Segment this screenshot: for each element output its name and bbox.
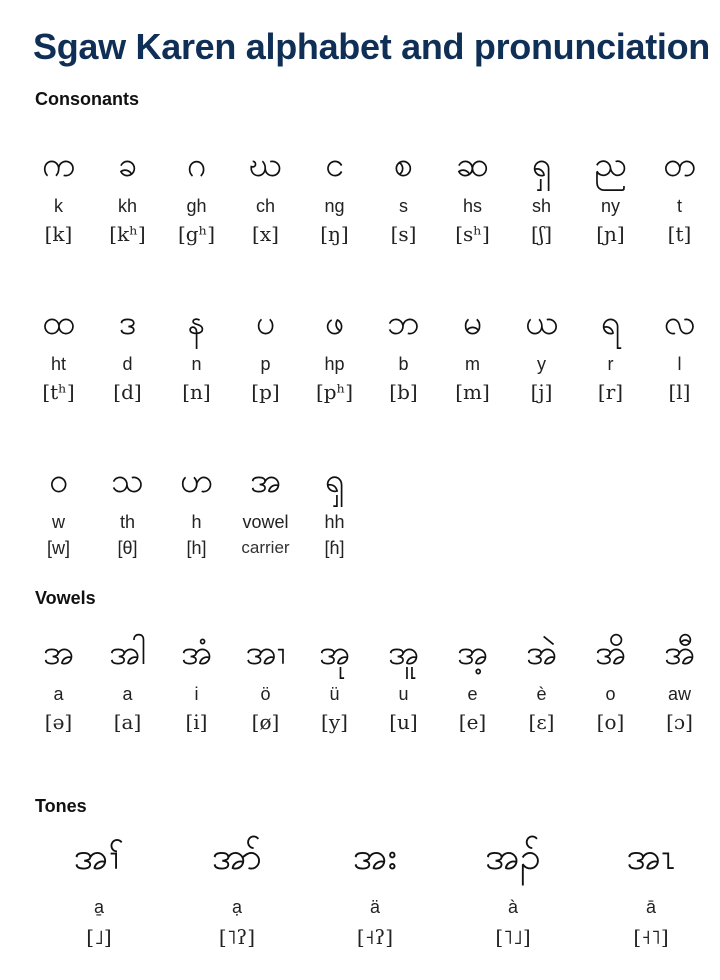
letter-glyph: ထ <box>42 303 75 343</box>
letter-glyph: အ့ <box>456 633 489 673</box>
letter-ipa: [ɲ] <box>596 222 625 246</box>
letter-glyph: အု <box>318 633 351 673</box>
letter-cell <box>369 124 438 256</box>
letter-romanization: th <box>119 512 135 532</box>
letter-cell <box>438 124 507 256</box>
letter-ipa: [m] <box>455 380 490 404</box>
letter-glyph: အံ <box>180 633 213 673</box>
letter-romanization: a <box>122 684 133 704</box>
letter-cell <box>645 124 714 256</box>
letter-ipa: [d] <box>113 380 142 404</box>
consonants-row-2 <box>24 282 714 414</box>
letter-glyph: အါ <box>108 633 147 673</box>
letter-romanization: gh <box>186 196 207 216</box>
tone-romanization: ā <box>645 897 656 917</box>
letter-glyph: အ <box>249 461 282 501</box>
letter-cell <box>369 612 438 744</box>
letter-glyph: ဆ <box>456 145 489 185</box>
letter-romanization: b <box>398 354 409 374</box>
letter-ipa: [ø] <box>251 710 280 734</box>
letter-cell <box>24 612 93 744</box>
letter-cell <box>231 440 300 572</box>
letter-cell <box>576 612 645 744</box>
letter-ipa: [l] <box>668 380 691 404</box>
page-title: Sgaw Karen alphabet and pronunciation <box>33 26 710 67</box>
letter-ipa: [u] <box>389 710 418 734</box>
letter-ipa: [w] <box>46 538 70 558</box>
consonants-row-1 <box>24 124 714 256</box>
letter-glyph: ခ <box>117 145 138 185</box>
tone-romanization: ä <box>369 897 380 917</box>
letter-glyph: ၡ <box>324 461 345 501</box>
letter-glyph: လ <box>663 303 696 343</box>
letter-ipa: [e] <box>458 710 487 734</box>
letter-romanization: s <box>399 196 408 216</box>
letter-glyph: အၢ <box>245 633 286 673</box>
letter-romanization: ö <box>260 684 271 704</box>
letter-ipa: [k] <box>44 222 73 246</box>
letter-glyph: ဟ <box>179 461 214 501</box>
letter-romanization: u <box>398 684 409 704</box>
tone-glyph: အၣ် <box>485 834 541 878</box>
letter-cell <box>162 440 231 572</box>
letter-ipa: [θ] <box>117 538 138 558</box>
letter-cell <box>93 124 162 256</box>
letter-cell <box>24 282 93 414</box>
letter-glyph: အ <box>42 633 75 673</box>
letter-cell <box>231 124 300 256</box>
letter-cell <box>24 124 93 256</box>
letter-romanization: w <box>52 512 65 532</box>
letter-glyph: ဂ <box>186 145 207 185</box>
letter-glyph: က <box>41 145 76 185</box>
letter-glyph: အိ <box>594 633 627 673</box>
letter-cell <box>438 282 507 414</box>
letter-romanization: aw <box>667 684 691 704</box>
letter-cell <box>576 124 645 256</box>
tone-glyph: အၢ် <box>73 834 125 878</box>
letter-ipa: [b] <box>389 380 418 404</box>
letter-romanization: sh <box>531 196 551 216</box>
letter-romanization: p <box>260 354 271 374</box>
letter-glyph: အဲ <box>525 633 558 673</box>
letter-romanization: ng <box>324 196 345 216</box>
letter-glyph: အူ <box>387 633 420 673</box>
letter-cell <box>300 440 369 572</box>
letter-romanization: hs <box>462 196 482 216</box>
letter-ipa: carrier <box>241 538 290 557</box>
letter-cell <box>300 124 369 256</box>
tone-cell <box>306 815 444 965</box>
letter-glyph: ဝ <box>48 461 69 501</box>
letter-cell <box>162 124 231 256</box>
letter-romanization: k <box>54 196 63 216</box>
tones-heading: Tones <box>35 796 87 816</box>
tones-row <box>30 815 720 965</box>
letter-cell <box>507 124 576 256</box>
letter-glyph: ဃ <box>248 145 283 185</box>
tone-ipa: [˧˥] <box>633 925 669 949</box>
letter-ipa: [i] <box>185 710 208 734</box>
letter-glyph: ရှ <box>531 145 552 185</box>
letter-ipa: [ə] <box>44 710 73 734</box>
letter-romanization: l <box>677 354 682 374</box>
letter-romanization: e <box>467 684 478 704</box>
letter-glyph: ဖ <box>324 303 345 343</box>
letter-glyph: အီ <box>663 633 696 673</box>
letter-glyph: င <box>325 145 344 185</box>
letter-cell <box>576 282 645 414</box>
letter-glyph: တ <box>662 145 697 185</box>
letter-glyph: ရ <box>600 303 621 343</box>
letter-ipa: [ʃ] <box>530 222 553 246</box>
letter-cell <box>162 282 231 414</box>
letter-cell <box>300 282 369 414</box>
letter-cell <box>162 612 231 744</box>
letter-ipa: [j] <box>530 380 553 404</box>
tone-ipa: [˥ʔ] <box>218 925 256 949</box>
letter-ipa: [ɔ] <box>666 710 693 734</box>
letter-romanization: h <box>191 512 202 532</box>
letter-glyph: ဒ <box>118 303 137 343</box>
letter-glyph: ယ <box>524 303 558 343</box>
vowels-heading: Vowels <box>35 588 96 608</box>
letter-ipa: [t] <box>667 222 692 246</box>
letter-romanization: è <box>536 684 547 704</box>
letter-romanization: hp <box>324 354 345 374</box>
letter-cell <box>231 282 300 414</box>
letter-glyph: ည <box>594 145 627 185</box>
tone-cell <box>168 815 306 965</box>
letter-cell <box>507 612 576 744</box>
letter-cell <box>93 282 162 414</box>
letter-cell <box>369 282 438 414</box>
tone-cell <box>30 815 168 965</box>
letter-romanization: ch <box>255 196 275 216</box>
tone-glyph: အာ် <box>211 834 263 878</box>
letter-romanization: r <box>607 354 614 374</box>
tone-romanization: ạ <box>231 897 242 917</box>
letter-romanization: n <box>191 354 202 374</box>
tone-ipa: [˥˩] <box>495 925 531 949</box>
letter-ipa: [h] <box>186 538 207 558</box>
vowels-row <box>24 612 714 744</box>
letter-romanization: ü <box>329 684 340 704</box>
letter-ipa: [ɛ] <box>528 710 555 734</box>
letter-romanization: ny <box>600 196 620 216</box>
letter-romanization: ht <box>50 354 66 374</box>
letter-romanization: kh <box>117 196 137 216</box>
letter-ipa: [ɦ] <box>324 538 345 558</box>
letter-glyph: မ <box>462 303 483 343</box>
tone-romanization: a̱ <box>93 897 104 917</box>
letter-cell <box>438 612 507 744</box>
letter-cell <box>93 612 162 744</box>
letter-ipa: [y] <box>321 710 348 734</box>
letter-romanization: hh <box>324 512 345 532</box>
letter-romanization: y <box>537 354 546 374</box>
letter-ipa: [p] <box>251 380 280 404</box>
letter-cell <box>93 440 162 572</box>
letter-romanization: i <box>194 684 199 704</box>
consonants-row-3 <box>24 440 714 572</box>
letter-ipa: [ŋ] <box>320 222 349 246</box>
letter-ipa: [gʰ] <box>177 222 216 246</box>
tone-cell <box>582 815 720 965</box>
letter-cell <box>24 440 93 572</box>
letter-ipa: [n] <box>182 380 211 404</box>
letter-ipa: [kʰ] <box>109 222 146 246</box>
letter-romanization: d <box>122 354 133 374</box>
letter-romanization: t <box>676 196 682 216</box>
letter-romanization: vowel <box>242 512 289 532</box>
letter-ipa: [x] <box>252 222 279 246</box>
letter-ipa: [tʰ] <box>42 380 75 404</box>
letter-glyph: န <box>187 303 206 343</box>
letter-romanization: m <box>465 354 480 374</box>
letter-romanization: a <box>53 684 64 704</box>
letter-glyph: သ <box>111 461 144 501</box>
letter-ipa: [pʰ] <box>315 380 354 404</box>
letter-ipa: [r] <box>597 380 624 404</box>
letter-glyph: စ <box>393 145 414 185</box>
letter-ipa: [s] <box>390 222 417 246</box>
letter-ipa: [o] <box>596 710 625 734</box>
consonants-heading: Consonants <box>35 89 140 109</box>
letter-ipa: [sʰ] <box>455 222 490 246</box>
letter-romanization: o <box>605 684 616 704</box>
letter-cell <box>645 612 714 744</box>
tone-ipa: [˧ʔ] <box>356 925 394 949</box>
letter-ipa: [a] <box>113 710 142 734</box>
tone-ipa: [˩] <box>86 925 112 949</box>
letter-cell <box>507 282 576 414</box>
tone-glyph: အၤ <box>626 834 676 878</box>
letter-cell <box>645 282 714 414</box>
letter-glyph: ပ <box>255 303 276 343</box>
letter-cell <box>231 612 300 744</box>
letter-cell <box>300 612 369 744</box>
tone-romanization: à <box>507 897 518 917</box>
tone-glyph: အး <box>352 834 398 878</box>
letter-glyph: ဘ <box>387 303 420 343</box>
tone-cell <box>444 815 582 965</box>
